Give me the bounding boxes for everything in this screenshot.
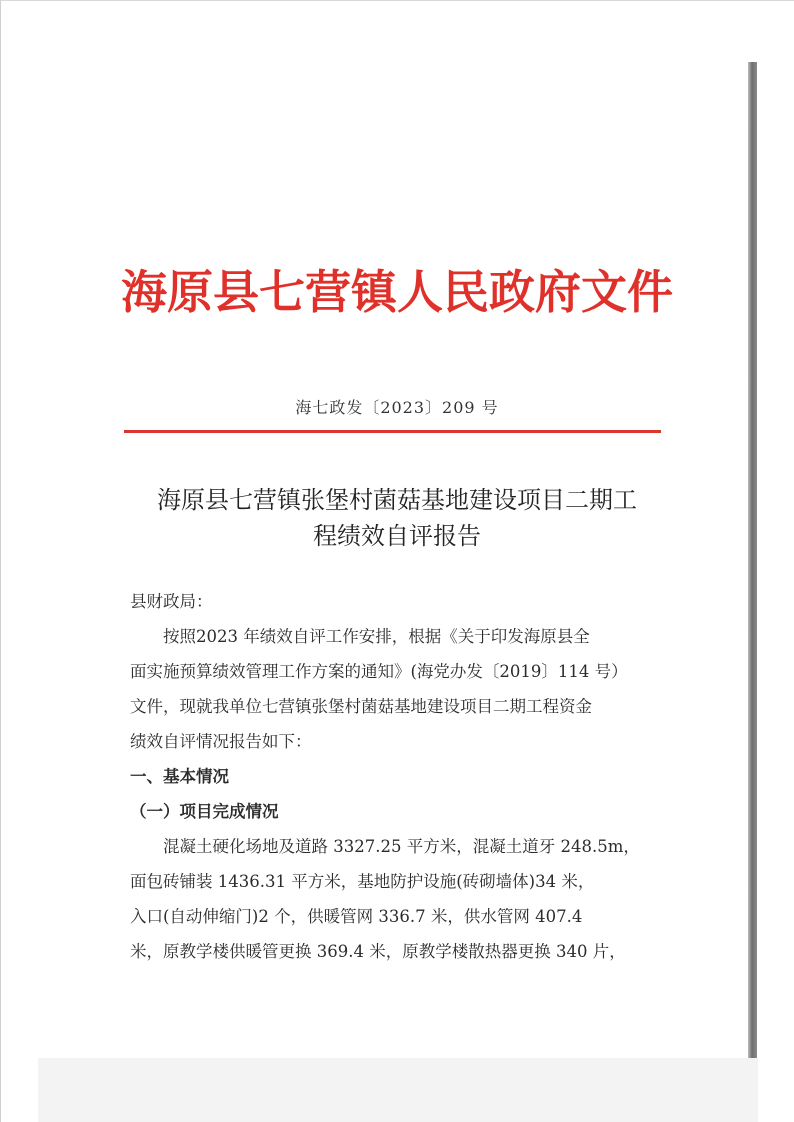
document-body [130,584,680,969]
scan-edge-shadow [748,62,757,1058]
detail-line-2: 面包砖铺装 1436.31 平方米，基地防护设施(砖砌墙体)34 米， [130,872,595,891]
intro-line-3: 文件，现就我单位七营镇张堡村菌菇基地建设项目二期工程资金 [130,697,592,716]
intro-line-2: 面实施预算绩效管理工作方案的通知》(海党办发〔2019〕114 号） [130,662,628,681]
detail-line-4: 米，原教学楼供暖管更换 369.4 米，原教学楼散热器更换 340 片， [130,942,626,961]
report-title [100,482,694,554]
detail-line-3: 入口(自动伸缩门)2 个，供暖管网 336.7 米，供水管网 407.4 [130,907,583,926]
document-header-title: 海原县七营镇人民政府文件 [121,265,673,319]
intro-line-4: 绩效自评情况报告如下： [130,732,312,751]
scan-border-left [0,0,1,1122]
detail-line-1: 混凝土硬化场地及道路 3327.25 平方米，混凝土道牙 248.5m， [163,837,640,856]
scan-border-top [0,0,794,1]
report-title-line-2: 程绩效自评报告 [313,522,481,550]
document-number: 海七政发〔2023〕209 号 [295,398,499,417]
scan-bottom-shade [38,1058,758,1122]
section-heading-basic-info: 一、基本情况 [130,767,229,786]
subsection-heading-completion: （一）项目完成情况 [130,802,279,821]
intro-line-1: 按照2023 年绩效自评工作安排，根据《关于印发海原县全 [163,627,590,646]
report-title-line-1: 海原县七营镇张堡村菌菇基地建设项目二期工 [157,486,637,514]
salutation: 县财政局： [130,592,213,611]
red-divider-line [124,430,661,433]
